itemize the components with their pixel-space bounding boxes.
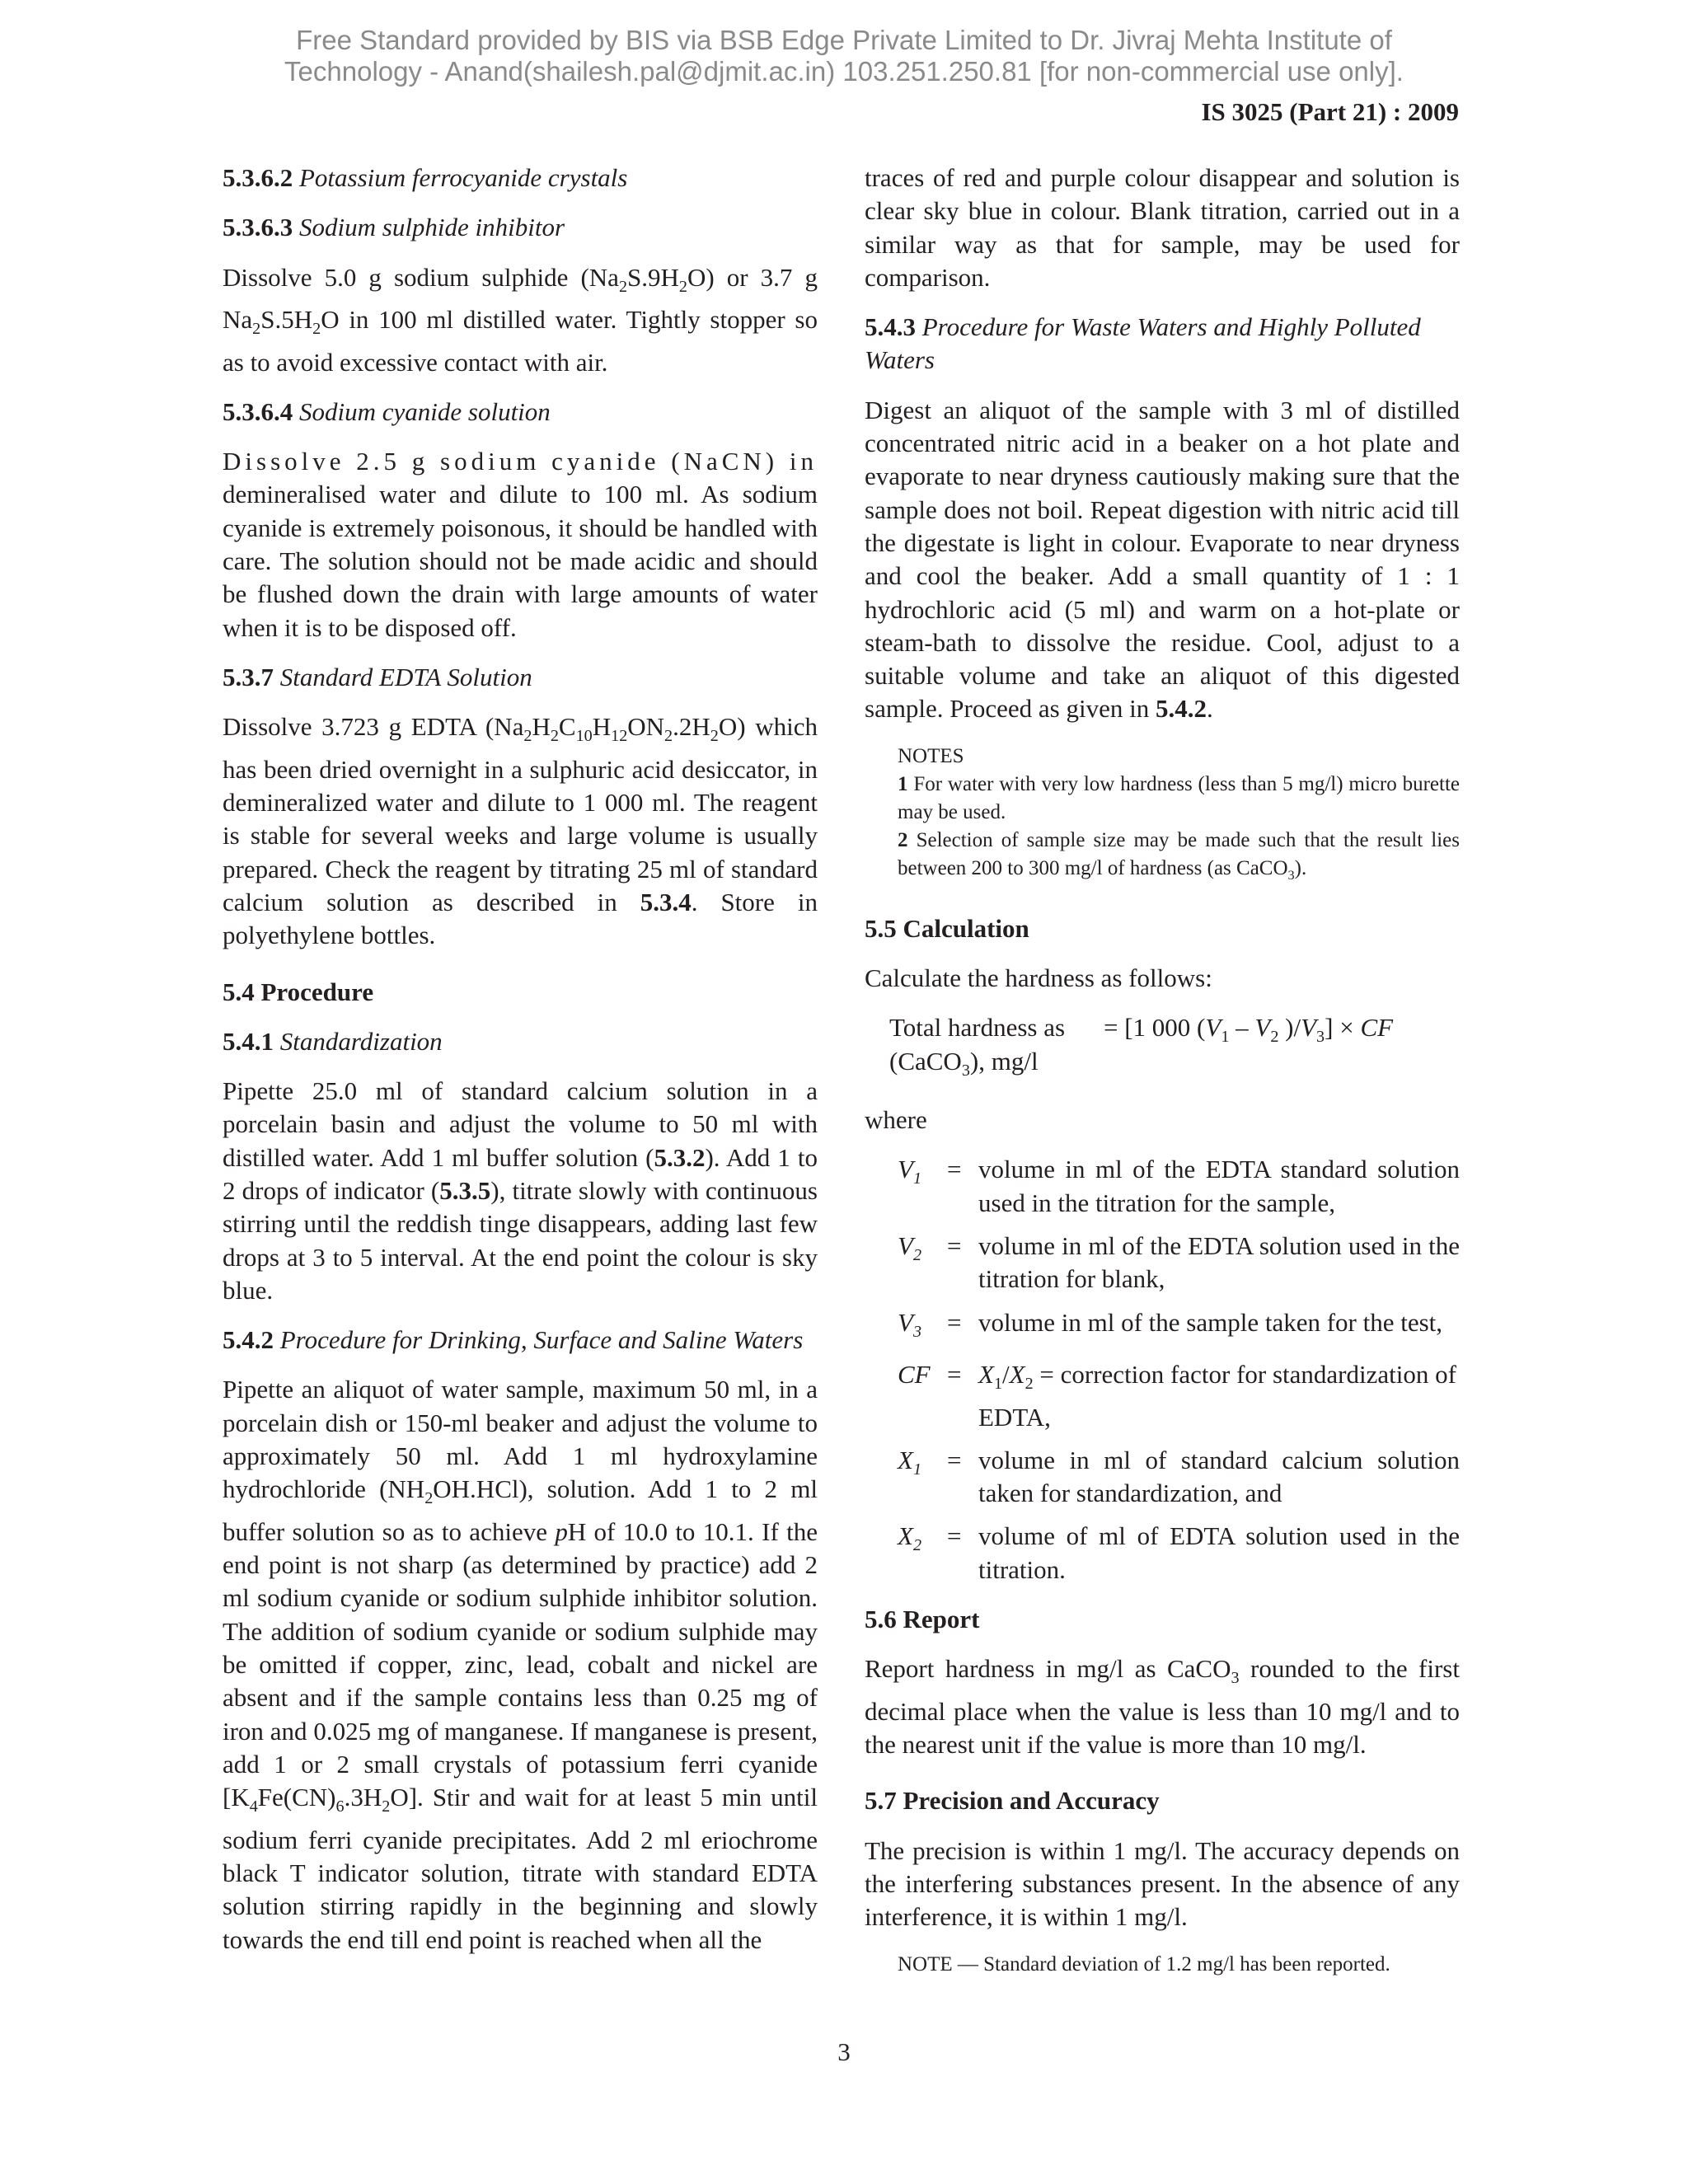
paragraph-5-4-3: Digest an aliquot of the sample with 3 ml of distilled concentrated nitric acid in a beaker on a hot plate and evaporate to near dryness cautiously making sure that the sample does not boil. Repeat digestion with nitric acid till the digestate is light in colour. Evaporate to near dryness and cool the beaker. Add a small quantity of 1 : 1 hydrochloric acid (5 ml) and warm on a hot-plate or steam-bath to dissolve the residue. Cool, adjust to a suitable volume and take an aliquot of this digested sample. Proceed as given in 5.4.2. — [865, 395, 1460, 724]
def-x2: $X_2$ = volume of ml of EDTA solution used in the titration. — [898, 1521, 1460, 1584]
banner-line-1: Free Standard provided by BIS via BSB Edge Private Limited to Dr. Jivraj Mehta Institute of — [296, 25, 1392, 55]
paragraph-5-6: Report hardness in mg/l as CaCO$_3$ rounded to the first decimal place when the value is less than 10 mg/l and to the nearest unit if the value is more than 10 mg/l. — [865, 1654, 1460, 1760]
paragraph-5-7: The precision is within 1 mg/l. The accuracy depends on the interfering substances present. In the absence of any interference, it is within 1 mg/l. — [865, 1835, 1460, 1932]
def-v2: $V_2$ = volume in ml of the EDTA solution used in the titration for blank, — [898, 1231, 1460, 1294]
paragraph-5-3-6-3: Dissolve 5.0 g sodium sulphide $(Na_2S.9H_2O)$ or 3.7 g $Na_2S.5H_2O$ in 100 ml distilled water. Tightly stopper so as to avoid excessive contact with air. — [223, 262, 818, 377]
where-label: where — [865, 1105, 927, 1135]
paragraph-5-3-7: Dissolve 3.723 g EDTA $(Na_2H_2C_{10}H_{12}ON_2.2H_2O)$ which has been dried overnight in a sulphuric acid desiccator, in demineralized water and dilute to 1 000 ml. The reagent is stable for several weeks and large volume is usually prepared. Check the reagent by titrating 25 ml of standard calcium solution as described in 5.3.4. Store in polyethylene bottles. — [223, 712, 818, 950]
heading-5-3-6-2: 5.3.6.2 Potassium ferrocyanide crystals — [223, 163, 628, 192]
heading-5-6: 5.6 Report — [865, 1605, 980, 1634]
banner-line-2: Technology - Anand(shailesh.pal@djmit.ac.in) 103.251.250.81 [for non-commercial use only]. — [284, 56, 1404, 87]
standard-code: IS 3025 (Part 21) : 2009 — [1201, 97, 1459, 126]
page-number: 3 — [837, 2037, 851, 2066]
notes-label: NOTES — [898, 744, 964, 767]
heading-5-4-1: 5.4.1 Standardization — [223, 1026, 443, 1056]
paragraph-5-4-2: Pipette an aliquot of water sample, maximum 50 ml, in a porcelain dish or 150-ml beaker and adjust the volume to approximately 50 ml. Add 1 ml hydroxylamine hydrochloride $(NH_2OH.HCl)$, solution. Add 1 to 2 ml buffer solution so as to achieve pH of 10.0 to 10.1. If the end point is not sharp (as determined by practice) add 2 ml sodium cyanide or sodium sulphide inhibitor solution. The addition of sodium cyanide or sodium sulphide may be omitted if copper, zinc, lead, cobalt and nickel are absent and if the sample contains less than 0.25 mg of iron and 0.025 mg of manganese. If manganese is present, add 1 or 2 small crystals of potassium ferri cyanide $[K_4Fe(CN)_6.3H_2O]$. Stir and wait for at least 5 min until sodium ferri cyanide precipitates. Add 2 ml eriochrome black T indicator solution, titrate with standard EDTA solution stirring rapidly in the beginning and slowly towards the end till end point is reached when all the — [223, 1375, 818, 1954]
note-2: 2 Selection of sample size may be made such that the result lies between 200 to 300 mg/l of hardness (as CaCO$_3$). — [898, 828, 1460, 883]
def-x1: $X_1$ = volume in ml of standard calcium solution taken for standardization, and — [898, 1445, 1460, 1508]
download-banner — [0, 25, 1688, 87]
paragraph-5-3-6-4: Dissolve 2.5 g sodium cyanide (NaCN) in demineralised water and dilute to 100 ml. As sodium cyanide is extremely poisonous, it should be handled with care. The solution should not be made acidic and should be flushed down the drain with large amounts of water when it is to be disposed off. — [223, 447, 818, 642]
note-1: 1 For water with very low hardness (less than 5 mg/l) micro burette may be used. — [898, 772, 1460, 823]
heading-5-3-6-3: 5.3.6.3 Sodium sulphide inhibitor — [223, 213, 565, 242]
paragraph-continued: traces of red and purple colour disappear and solution is clear sky blue in colour. Blank titration, carried out in a similar way as that for sample, may be used for comparison. — [865, 163, 1460, 292]
formula-lhs: Total hardness as (CaCO$_3$), mg/l — [889, 1013, 1066, 1080]
heading-5-4: 5.4 Procedure — [223, 977, 374, 1006]
heading-5-3-7: 5.3.7 Standard EDTA Solution — [223, 662, 532, 691]
notes-block — [898, 743, 1460, 889]
hardness-formula — [889, 1011, 1460, 1087]
final-note: NOTE — Standard deviation of 1.2 mg/l has been reported. — [898, 1952, 1390, 1975]
def-cf: CF = $X_1/X_2$ = correction factor for standardization of EDTA, — [898, 1360, 1456, 1432]
right-column — [865, 162, 1460, 1979]
left-column — [223, 162, 818, 1957]
variable-definitions — [898, 1153, 1460, 1596]
def-v1: $V_1$ = volume in ml of the EDTA standard solution used in the titration for the sample, — [898, 1155, 1460, 1217]
def-v3: $V_3$ = volume in ml of the sample taken for the test, — [898, 1307, 1443, 1341]
paragraph-5-4-1: Pipette 25.0 ml of standard calcium solution in a porcelain basin and adjust the volume to 50 ml with distilled water. Add 1 ml buffer solution (5.3.2). Add 1 to 2 drops of indicator (5.3.5), titrate slowly with continuous stirring until the reddish tinge disappears, adding last few drops at 3 to 5 interval. At the end point the colour is sky blue. — [223, 1076, 818, 1305]
heading-5-7: 5.7 Precision and Accuracy — [865, 1786, 1160, 1816]
heading-5-3-6-4: 5.3.6.4 Sodium cyanide solution — [223, 396, 551, 426]
formula-rhs: = [1 000 ($V_1 - V_2$ )$/V_3$] × CF — [1104, 1013, 1394, 1047]
heading-5-4-3: 5.4.3 Procedure for Waste Waters and Highly Polluted Waters — [865, 312, 1421, 375]
heading-5-4-2: 5.4.2 Procedure for Drinking, Surface and Saline Waters — [223, 1325, 804, 1355]
heading-5-5: 5.5 Calculation — [865, 913, 1029, 943]
calculation-intro: Calculate the hardness as follows: — [865, 963, 1212, 993]
